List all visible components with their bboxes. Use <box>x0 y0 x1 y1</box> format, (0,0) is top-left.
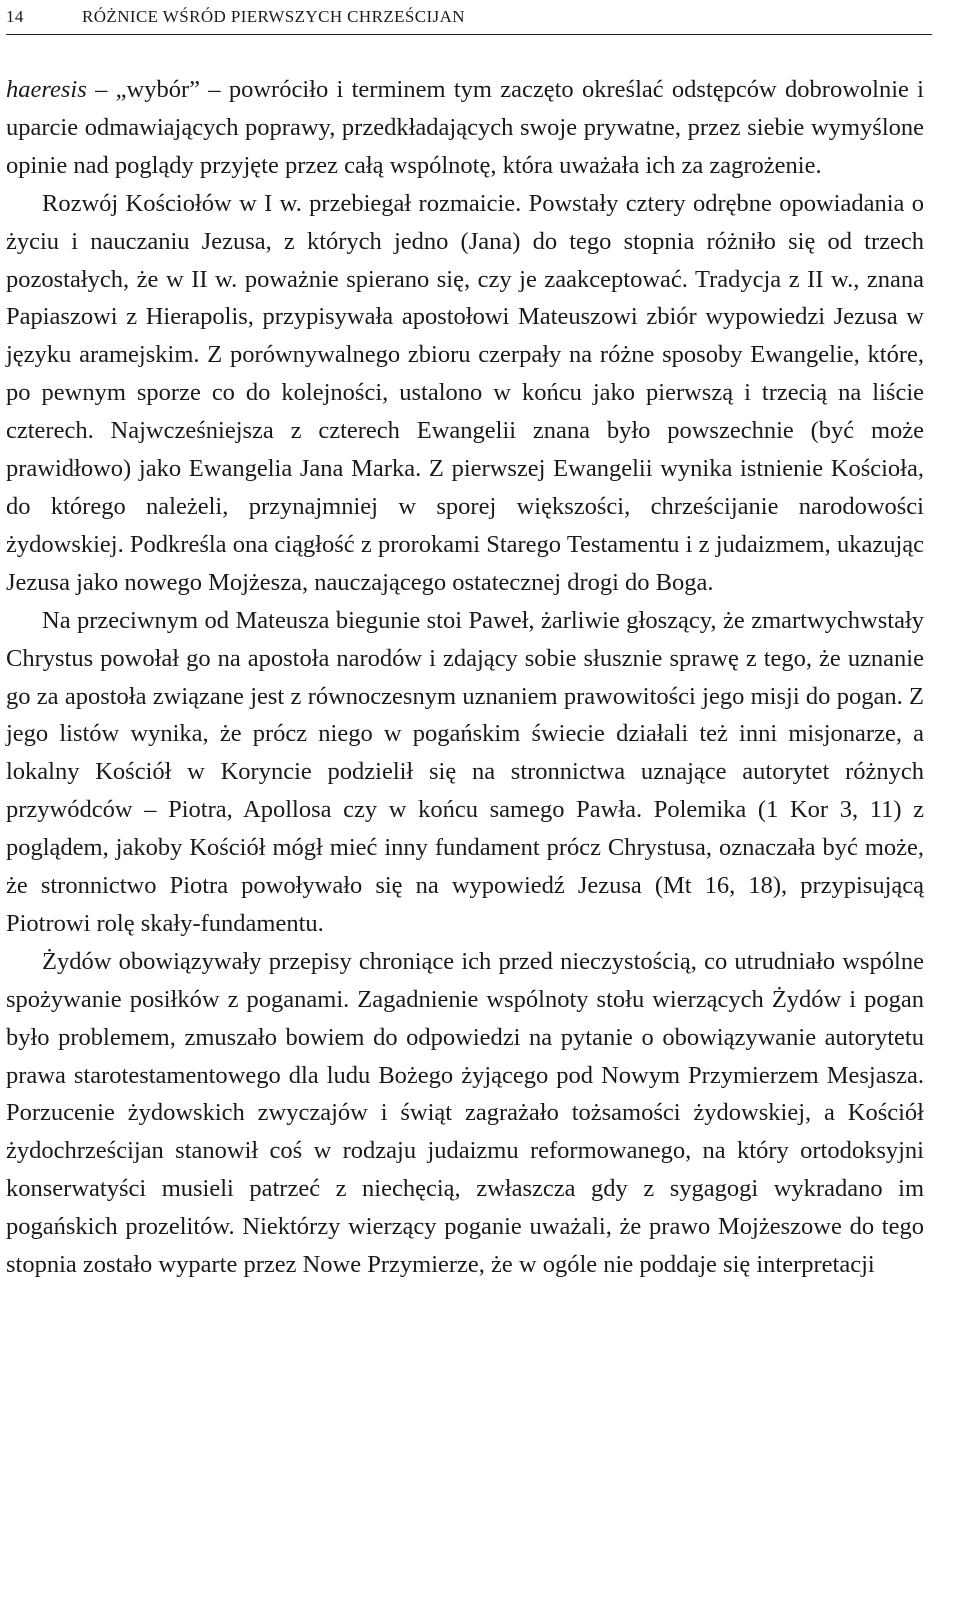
running-header <box>6 0 932 35</box>
paragraph: Rozwój Kościołów w I w. przebiegał rozmaicie. Powstały cztery odrębne opowiadania o życiu i nauczaniu Jezusa, z których jedno (Jana) do tego stopnia różniło się od trzech pozostałych, że w II w. poważnie spierano się, czy je zaakceptować. Tradycja z II w., znana Papiaszowi z Hierapolis, przypisywała apostołowi Mateuszowi zbiór wypowiedzi Jezusa w języku aramejskim. Z porównywalnego zbioru czerpały na różne sposoby Ewangelie, które, po pewnym sporze co do kolejności, ustalono w końcu jako pierwszą i trzecią na liście czterech. Najwcześniejsza z czterech Ewangelii znana było powszechnie (być może prawidłowo) jako Ewangelia Jana Marka. Z pierwszej Ewangelii wynika istnienie Kościoła, do którego należeli, przynajmniej w sporej większości, chrześcijanie narodowości żydowskiej. Podkreśla ona ciągłość z prorokami Starego Testamentu i z judaizmem, ukazując Jezusa jako nowego Mojżesza, nauczającego ostatecznej drogi do Boga. <box>6 189 924 596</box>
paragraph-continued <box>6 71 924 185</box>
paragraph: Żydów obowiązywały przepisy chroniące ich przed nieczystością, co utrudniało wspólne spożywanie posiłków z poganami. Zagadnienie wspólnoty stołu wierzących Żydów i pogan było problemem, zmuszało bowiem do odpowiedzi na pytanie o obowiązywanie autorytetu prawa starotestamentowego dla ludu Bożego żyjącego pod Nowym Przymierzem Mesjasza. Porzucenie żydowskich zwyczajów i świąt zagrażało tożsamości żydowskiej, a Kościół żydochrześcijan stanowił coś w rodzaju judaizmu reformowanego, na który ortodoksyjni konserwatyści musieli patrzeć z niechęcią, zwłaszcza gdy z sygagogi wykradano im pogańskich prozelitów. Niektórzy wierzący poganie uważali, że prawo Mojżeszowe do tego stopnia zostało wyparte przez Nowe Przymierze, że w ogóle nie poddaje się interpretacji <box>6 947 924 1279</box>
page-number: 14 <box>6 7 24 26</box>
body-text <box>6 71 924 1284</box>
italic-term: haeresis <box>6 76 87 103</box>
running-title: RÓŻNICE WŚRÓD PIERWSZYCH CHRZEŚCIJAN <box>82 7 465 26</box>
paragraph: Na przeciwnym od Mateusza biegunie stoi Paweł, żarliwie głoszący, że zmartwychwstały Chrystus powołał go na apostoła narodów i zdający sobie słusznie sprawę z tego, że uznanie go za apostoła związane jest z równoczesnym uznaniem prawowitości jego misji do pogan. Z jego listów wynika, że prócz niego w pogańskim świecie działali też inni misjonarze, a lokalny Kościół w Koryncie podzielił się na stronnictwa uznające autorytet różnych przywódców – Piotra, Apollosa czy w końcu samego Pawła. Polemika (1 Kor 3, 11) z poglądem, jakoby Kościół mógł mieć inny fundament prócz Chrystusa, oznaczała być może, że stronnictwo Piotra powoływało się na wypowiedź Jezusa (Mt 16, 18), przypisującą Piotrowi rolę skały-fundamentu. <box>6 606 924 937</box>
paragraph-text: – „wybór” – powróciło i terminem tym zaczęto określać odstępców dobrowolnie i uparcie odmawiających poprawy, przedkładających swoje prywatne, przez siebie wymyślone opinie nad poglądy przyjęte przez całą wspólnotę, która uważała ich za zagrożenie. <box>6 76 924 179</box>
